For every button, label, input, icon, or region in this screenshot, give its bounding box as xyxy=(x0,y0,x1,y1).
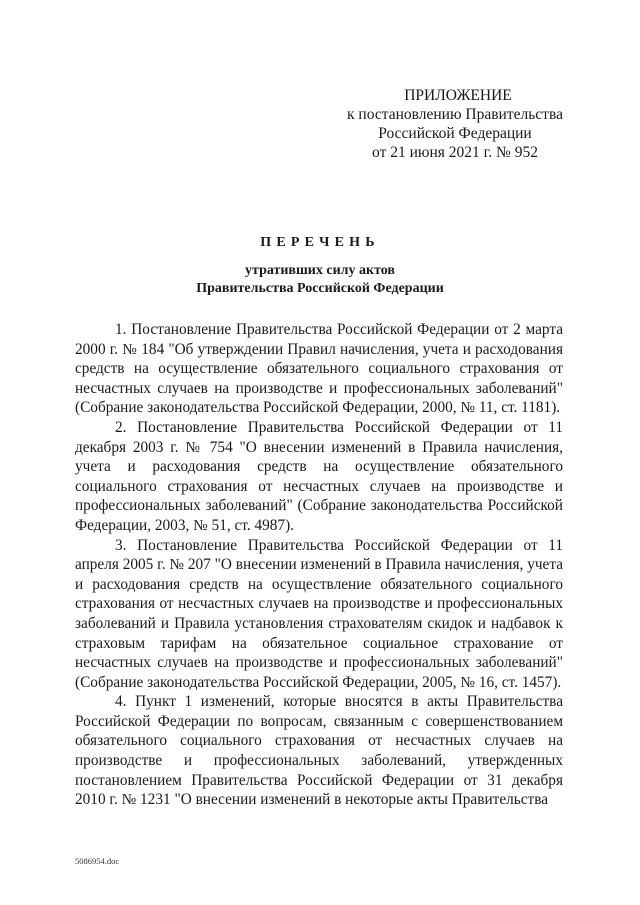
appendix-line-2: Российской Федерации xyxy=(378,125,532,142)
list-item: 1. Постановление Правительства Российской Федерации от 2 марта 2000 г. № 184 "Об утверждении Правил начисления, учета и расходования средств на осуществление обязательного социального страхования от несчастных случаев на производстве и профессиональных заболеваний" (Собрание законодательства Российской Федерации, 2000, № 11, ст. 1181). xyxy=(75,321,563,417)
appendix-line-1: к постановлению Правительства xyxy=(347,106,563,123)
file-name-footer: 5086954.doc xyxy=(75,856,120,866)
list-item: 3. Постановление Правительства Российской Федерации от 11 апреля 2005 г. № 207 "О внесении изменений в Правила начисления, учета и расходования средств на осуществление обязательного социального страхования от несчастных случаев на производстве и профессиональных заболеваний и Правила установления страхователям скидок и надбавок к страховым тарифам на обязательное социальное страхование от несчастных случаев на производстве и профессиональных заболеваний" (Собрание законодательства Российской Федерации, 2005, № 16, ст. 1457). xyxy=(75,536,563,691)
appendix-block xyxy=(330,86,580,162)
subtitle-line-1: утративших силу актов xyxy=(245,263,395,278)
document-subtitle xyxy=(0,262,640,298)
appendix-heading: ПРИЛОЖЕНИЕ xyxy=(404,87,512,104)
appendix-line-3: от 21 июня 2021 г. № 952 xyxy=(372,144,538,161)
subtitle-line-2: Правительства Российской Федерации xyxy=(196,281,444,296)
document-title: ПЕРЕЧЕНЬ xyxy=(260,235,380,250)
list-item: 2. Постановление Правительства Российской Федерации от 11 декабря 2003 г. № 754 "О внесении изменений в Правила начисления, учета и расходования средств на осуществление обязательного социального страхования от несчастных случаев на производстве и профессиональных заболеваний" (Собрание законодательства Российской Федерации, 2003, № 51, ст. 4987). xyxy=(75,418,563,534)
document-body xyxy=(75,320,563,810)
list-item: 4. Пункт 1 изменений, которые вносятся в акты Правительства Российской Федерации по вопросам, связанным с совершенствованием обязательного социального страхования от несчастных случаев на производстве и профессиональных заболеваний, утвержденных постановлением Правительства Российской Федерации от 31 декабря 2010 г. № 1231 "О внесении изменений в некоторые акты Правительства xyxy=(75,693,563,809)
